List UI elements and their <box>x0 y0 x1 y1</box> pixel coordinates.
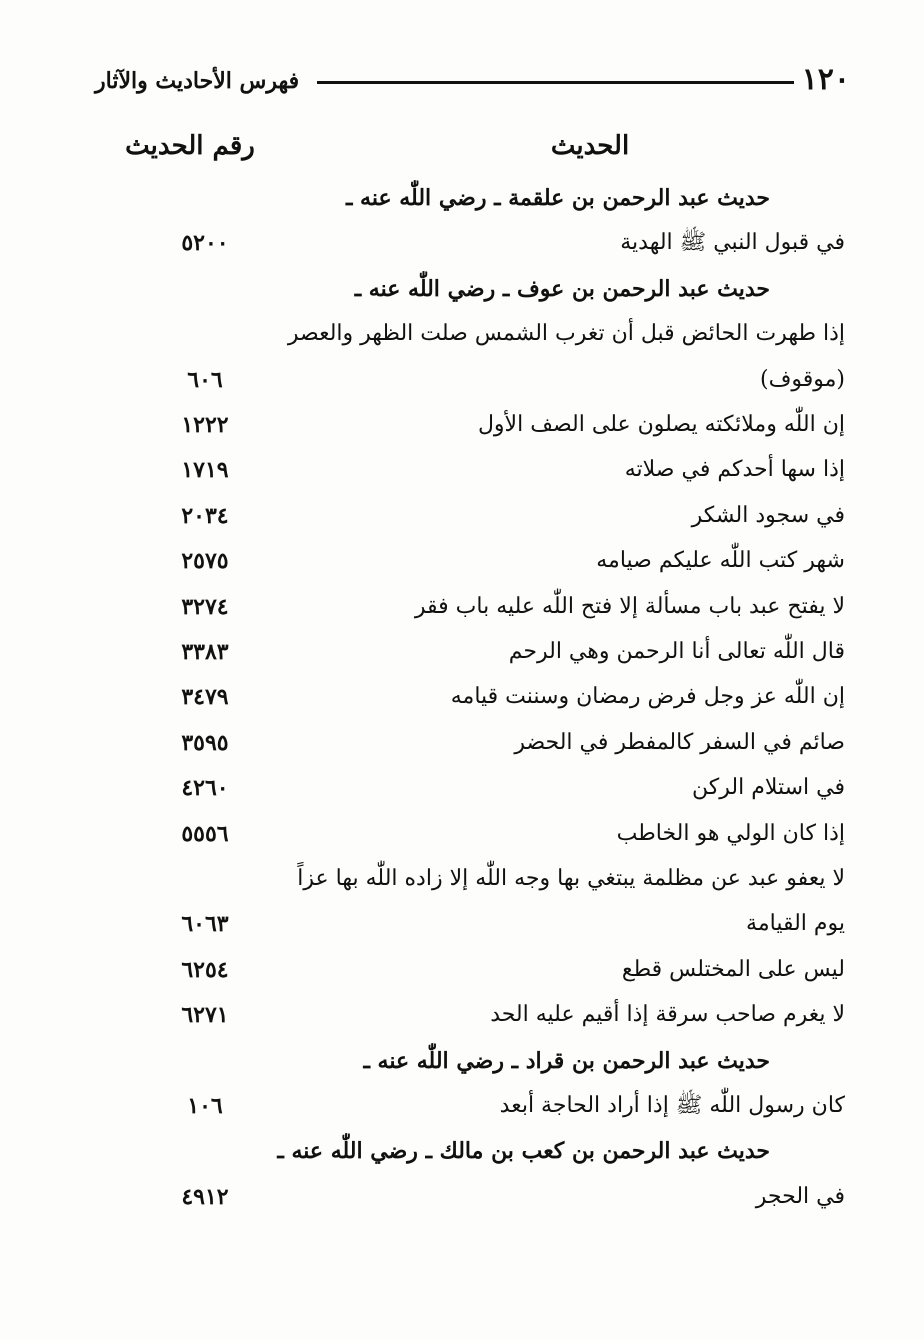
hadith-text: شهر كتب اللّٰه عليكم صيامه <box>596 548 845 573</box>
list-item <box>95 995 845 1039</box>
hadith-text: في استلام الركن <box>692 775 845 800</box>
running-title: فهرس الأحاديث والآثار <box>95 68 300 94</box>
hadith-text: إذا طهرت الحائض قبل أن تغرب الشمس صلت الظهر والعصر <box>287 321 845 346</box>
list-item <box>95 450 845 494</box>
hadith-text: إن اللّٰه عز وجل فرض رمضان وسننت قيامه <box>450 684 845 709</box>
page-header <box>95 60 850 104</box>
hadith-text: حديث عبد الرحمن بن علقمة ـ رضي اللّٰه عنه ـ <box>345 185 770 211</box>
list-item <box>95 904 845 948</box>
hadith-number: ٦٢٧١ <box>181 1002 229 1028</box>
list-item <box>95 1177 845 1221</box>
hadith-text: إذا كان الولي هو الخاطب <box>616 821 845 846</box>
hadith-text: لا يغرم صاحب سرقة إذا أقيم عليه الحد <box>490 1002 845 1027</box>
hadith-text: لا يعفو عبد عن مظلمة يبتغي بها وجه اللّٰه إلا زاده اللّٰه بها عزاً <box>297 866 845 891</box>
hadith-number: ١٠٦ <box>187 1093 223 1119</box>
hadith-number: ٥٢٠٠ <box>181 230 229 256</box>
section-heading <box>95 1041 845 1085</box>
hadith-number: ٤٩١٢ <box>181 1184 229 1210</box>
hadith-number: ٦٠٦٣ <box>181 911 229 937</box>
hadith-text: إذا سها أحدكم في صلاته <box>624 457 845 482</box>
section-heading <box>95 178 845 222</box>
list-item <box>95 314 845 358</box>
hadith-text: كان رسول اللّٰه ﷺ إذا أراد الحاجة أبعد <box>499 1093 845 1118</box>
hadith-number: ١٢٢٢ <box>181 412 229 438</box>
hadith-text: حديث عبد الرحمن بن قراد ـ رضي اللّٰه عنه ـ <box>363 1048 770 1074</box>
page-number: ١٢٠ <box>801 62 850 97</box>
hadith-number: ٣٢٧٤ <box>181 594 229 620</box>
list-item <box>95 677 845 721</box>
list-item <box>95 859 845 903</box>
hadith-number: ٦٠٦ <box>187 367 223 393</box>
list-item <box>95 223 845 267</box>
hadith-text: في سجود الشكر <box>691 503 845 528</box>
list-item <box>95 541 845 585</box>
hadith-number: ٢٥٧٥ <box>181 548 229 574</box>
hadith-number: ٦٢٥٤ <box>181 957 229 983</box>
hadith-number: ٣٥٩٥ <box>181 730 229 756</box>
hadith-text: حديث عبد الرحمن بن عوف ـ رضي اللّٰه عنه ـ <box>354 276 770 302</box>
hadith-text: لا يفتح عبد باب مسألة إلا فتح اللّٰه عليه باب فقر <box>414 594 845 619</box>
hadith-text: صائم في السفر كالمفطر في الحضر <box>514 730 845 755</box>
hadith-number: ٥٥٥٦ <box>181 821 229 847</box>
hadith-number: ٣٤٧٩ <box>181 684 229 710</box>
hadith-text: (موقوف) <box>759 367 845 392</box>
list-item <box>95 814 845 858</box>
hadith-text: يوم القيامة <box>746 911 845 936</box>
hadith-number: ٤٢٦٠ <box>181 775 229 801</box>
list-item <box>95 496 845 540</box>
hadith-text: حديث عبد الرحمن بن كعب بن مالك ـ رضي اللّٰه عنه ـ <box>277 1138 770 1164</box>
hadith-number: ٣٣٨٣ <box>181 639 229 665</box>
list-item <box>95 723 845 767</box>
list-item <box>95 950 845 994</box>
list-item <box>95 587 845 631</box>
list-item <box>95 768 845 812</box>
section-heading <box>95 1131 845 1175</box>
list-item <box>95 360 845 404</box>
hadith-text: ليس على المختلس قطع <box>621 957 845 982</box>
hadith-text: إن اللّٰه وملائكته يصلون على الصف الأول <box>477 412 845 437</box>
list-item <box>95 1086 845 1130</box>
section-heading <box>95 269 845 313</box>
list-item <box>95 405 845 449</box>
hadith-text: في الحجر <box>755 1184 845 1209</box>
column-header-hadith: الحديث <box>550 131 630 161</box>
hadith-text: قال اللّٰه تعالى أنا الرحمن وهي الرحم <box>508 639 845 664</box>
hadith-text: في قبول النبي ﷺ الهدية <box>620 230 845 255</box>
column-header-number: رقم الحديث <box>125 131 255 161</box>
hadith-number: ٢٠٣٤ <box>181 503 229 529</box>
header-rule <box>317 81 794 84</box>
hadith-number: ١٧١٩ <box>181 457 229 483</box>
list-item <box>95 632 845 676</box>
